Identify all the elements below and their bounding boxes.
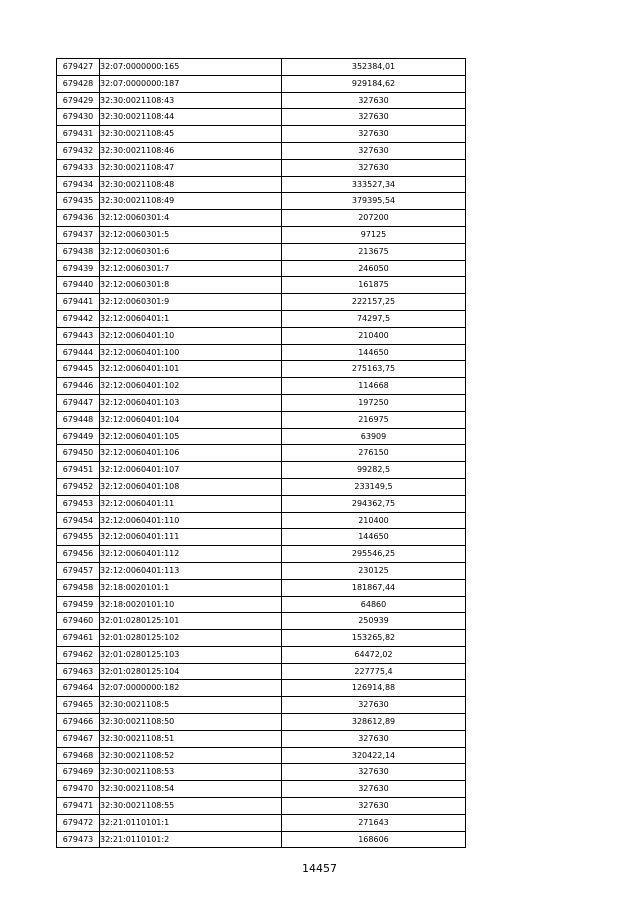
row-id-cell: 679460: [57, 613, 100, 630]
value-cell: 168606: [282, 831, 466, 848]
row-id-cell: 679432: [57, 142, 100, 159]
value-cell: 63909: [282, 428, 466, 445]
table-row: [57, 159, 466, 176]
cadastral-number-cell: 32:12:0060401:108: [100, 478, 282, 495]
value-cell: 295546,25: [282, 546, 466, 563]
table-row: [57, 579, 466, 596]
table-row: [57, 613, 466, 630]
cadastral-number-cell: 32:30:0021108:43: [100, 92, 282, 109]
cadastral-number-cell: 32:30:0021108:48: [100, 176, 282, 193]
row-id-cell: 679458: [57, 579, 100, 596]
row-id-cell: 679429: [57, 92, 100, 109]
table-row: [57, 126, 466, 143]
value-cell: 222157,25: [282, 294, 466, 311]
row-id-cell: 679427: [57, 59, 100, 76]
table-row: [57, 831, 466, 848]
cadastral-number-cell: 32:07:0000000:182: [100, 680, 282, 697]
table-row: [57, 764, 466, 781]
cadastral-number-cell: 32:12:0060401:1: [100, 310, 282, 327]
value-cell: 328612,89: [282, 714, 466, 731]
value-cell: 327630: [282, 126, 466, 143]
value-cell: 144650: [282, 529, 466, 546]
cadastral-number-cell: 32:12:0060401:104: [100, 411, 282, 428]
row-id-cell: 679448: [57, 411, 100, 428]
table-row: [57, 92, 466, 109]
row-id-cell: 679455: [57, 529, 100, 546]
cadastral-number-cell: 32:12:0060401:106: [100, 445, 282, 462]
table-row: [57, 814, 466, 831]
value-cell: 327630: [282, 730, 466, 747]
table-row: [57, 109, 466, 126]
table-row: [57, 646, 466, 663]
table-row: [57, 630, 466, 647]
row-id-cell: 679440: [57, 277, 100, 294]
table-row: [57, 378, 466, 395]
row-id-cell: 679473: [57, 831, 100, 848]
value-cell: 246050: [282, 260, 466, 277]
value-cell: 276150: [282, 445, 466, 462]
row-id-cell: 679442: [57, 310, 100, 327]
cadastral-number-cell: 32:12:0060301:4: [100, 210, 282, 227]
row-id-cell: 679462: [57, 646, 100, 663]
value-cell: 929184,62: [282, 75, 466, 92]
cadastral-number-cell: 32:12:0060401:103: [100, 394, 282, 411]
table-row: [57, 277, 466, 294]
value-cell: 320422,14: [282, 747, 466, 764]
table-row: [57, 310, 466, 327]
row-id-cell: 679466: [57, 714, 100, 731]
cadastral-number-cell: 32:30:0021108:5: [100, 697, 282, 714]
row-id-cell: 679472: [57, 814, 100, 831]
row-id-cell: 679451: [57, 462, 100, 479]
row-id-cell: 679449: [57, 428, 100, 445]
row-id-cell: 679463: [57, 663, 100, 680]
value-cell: 207200: [282, 210, 466, 227]
value-cell: 181867,44: [282, 579, 466, 596]
row-id-cell: 679446: [57, 378, 100, 395]
table-row: [57, 193, 466, 210]
table-row: [57, 697, 466, 714]
table-row: [57, 781, 466, 798]
row-id-cell: 679467: [57, 730, 100, 747]
row-id-cell: 679468: [57, 747, 100, 764]
table-row: [57, 747, 466, 764]
table-row: [57, 596, 466, 613]
cadastral-number-cell: 32:12:0060401:110: [100, 512, 282, 529]
cadastral-number-cell: 32:30:0021108:51: [100, 730, 282, 747]
row-id-cell: 679428: [57, 75, 100, 92]
row-id-cell: 679469: [57, 764, 100, 781]
table-row: [57, 344, 466, 361]
cadastral-number-cell: 32:12:0060401:101: [100, 361, 282, 378]
table-row: [57, 176, 466, 193]
table-row: [57, 260, 466, 277]
cadastral-number-cell: 32:12:0060301:6: [100, 243, 282, 260]
row-id-cell: 679471: [57, 798, 100, 815]
row-id-cell: 679437: [57, 226, 100, 243]
cadastral-number-cell: 32:12:0060401:107: [100, 462, 282, 479]
table-row: [57, 394, 466, 411]
value-cell: 327630: [282, 142, 466, 159]
value-cell: 213675: [282, 243, 466, 260]
row-id-cell: 679441: [57, 294, 100, 311]
cadastral-number-cell: 32:12:0060401:102: [100, 378, 282, 395]
value-cell: 327630: [282, 798, 466, 815]
cadastral-number-cell: 32:30:0021108:47: [100, 159, 282, 176]
row-id-cell: 679450: [57, 445, 100, 462]
table-row: [57, 75, 466, 92]
cadastral-number-cell: 32:12:0060401:113: [100, 562, 282, 579]
value-cell: 216975: [282, 411, 466, 428]
value-cell: 327630: [282, 92, 466, 109]
value-cell: 161875: [282, 277, 466, 294]
table-row: [57, 680, 466, 697]
value-cell: 230125: [282, 562, 466, 579]
row-id-cell: 679431: [57, 126, 100, 143]
row-id-cell: 679457: [57, 562, 100, 579]
value-cell: 333527,34: [282, 176, 466, 193]
row-id-cell: 679454: [57, 512, 100, 529]
table-row: [57, 59, 466, 76]
value-cell: 327630: [282, 764, 466, 781]
table-row: [57, 294, 466, 311]
row-id-cell: 679430: [57, 109, 100, 126]
table-row: [57, 226, 466, 243]
row-id-cell: 679459: [57, 596, 100, 613]
table-row: [57, 730, 466, 747]
value-cell: 210400: [282, 327, 466, 344]
value-cell: 64860: [282, 596, 466, 613]
row-id-cell: 679444: [57, 344, 100, 361]
row-id-cell: 679433: [57, 159, 100, 176]
value-cell: 327630: [282, 109, 466, 126]
value-cell: 97125: [282, 226, 466, 243]
row-id-cell: 679439: [57, 260, 100, 277]
table-row: [57, 361, 466, 378]
table-row: [57, 714, 466, 731]
row-id-cell: 679438: [57, 243, 100, 260]
cadastral-number-cell: 32:30:0021108:46: [100, 142, 282, 159]
value-cell: 144650: [282, 344, 466, 361]
cadastral-number-cell: 32:12:0060401:100: [100, 344, 282, 361]
cadastral-number-cell: 32:12:0060401:10: [100, 327, 282, 344]
value-cell: 294362,75: [282, 495, 466, 512]
table-row: [57, 210, 466, 227]
value-cell: 271643: [282, 814, 466, 831]
cadastral-number-cell: 32:30:0021108:49: [100, 193, 282, 210]
cadastral-number-cell: 32:30:0021108:55: [100, 798, 282, 815]
value-cell: 275163,75: [282, 361, 466, 378]
cadastral-value-table: [56, 58, 466, 848]
table-row: [57, 512, 466, 529]
value-cell: 153265,82: [282, 630, 466, 647]
row-id-cell: 679443: [57, 327, 100, 344]
cadastral-number-cell: 32:12:0060401:11: [100, 495, 282, 512]
table-row: [57, 411, 466, 428]
table-row: [57, 495, 466, 512]
cadastral-number-cell: 32:12:0060401:111: [100, 529, 282, 546]
cadastral-number-cell: 32:18:0020101:10: [100, 596, 282, 613]
cadastral-number-cell: 32:01:0280125:102: [100, 630, 282, 647]
value-cell: 327630: [282, 697, 466, 714]
table-body: [57, 59, 466, 848]
cadastral-number-cell: 32:18:0020101:1: [100, 579, 282, 596]
value-cell: 126914,88: [282, 680, 466, 697]
row-id-cell: 679452: [57, 478, 100, 495]
table-row: [57, 445, 466, 462]
cadastral-number-cell: 32:30:0021108:54: [100, 781, 282, 798]
value-cell: 197250: [282, 394, 466, 411]
value-cell: 114668: [282, 378, 466, 395]
cadastral-number-cell: 32:30:0021108:52: [100, 747, 282, 764]
cadastral-number-cell: 32:12:0060301:8: [100, 277, 282, 294]
table-row: [57, 798, 466, 815]
value-cell: 327630: [282, 781, 466, 798]
table-row: [57, 428, 466, 445]
cadastral-number-cell: 32:07:0000000:187: [100, 75, 282, 92]
row-id-cell: 679447: [57, 394, 100, 411]
row-id-cell: 679434: [57, 176, 100, 193]
value-cell: 74297,5: [282, 310, 466, 327]
value-cell: 99282,5: [282, 462, 466, 479]
table-row: [57, 562, 466, 579]
cadastral-number-cell: 32:01:0280125:104: [100, 663, 282, 680]
table-row: [57, 663, 466, 680]
cadastral-number-cell: 32:12:0060401:112: [100, 546, 282, 563]
row-id-cell: 679464: [57, 680, 100, 697]
cadastral-number-cell: 32:30:0021108:50: [100, 714, 282, 731]
row-id-cell: 679470: [57, 781, 100, 798]
value-cell: 210400: [282, 512, 466, 529]
cadastral-number-cell: 32:12:0060301:9: [100, 294, 282, 311]
cadastral-number-cell: 32:21:0110101:1: [100, 814, 282, 831]
table-row: [57, 243, 466, 260]
cadastral-number-cell: 32:12:0060401:105: [100, 428, 282, 445]
cadastral-number-cell: 32:07:0000000:165: [100, 59, 282, 76]
cadastral-number-cell: 32:21:0110101:2: [100, 831, 282, 848]
row-id-cell: 679461: [57, 630, 100, 647]
row-id-cell: 679465: [57, 697, 100, 714]
cadastral-number-cell: 32:12:0060301:7: [100, 260, 282, 277]
page-number: 14457: [302, 862, 337, 875]
row-id-cell: 679435: [57, 193, 100, 210]
cadastral-number-cell: 32:30:0021108:45: [100, 126, 282, 143]
table-row: [57, 462, 466, 479]
cadastral-number-cell: 32:30:0021108:53: [100, 764, 282, 781]
row-id-cell: 679453: [57, 495, 100, 512]
value-cell: 227775,4: [282, 663, 466, 680]
value-cell: 327630: [282, 159, 466, 176]
row-id-cell: 679445: [57, 361, 100, 378]
row-id-cell: 679456: [57, 546, 100, 563]
cadastral-number-cell: 32:12:0060301:5: [100, 226, 282, 243]
row-id-cell: 679436: [57, 210, 100, 227]
table-row: [57, 327, 466, 344]
cadastral-number-cell: 32:30:0021108:44: [100, 109, 282, 126]
table-row: [57, 478, 466, 495]
value-cell: 64472,02: [282, 646, 466, 663]
cadastral-number-cell: 32:01:0280125:103: [100, 646, 282, 663]
table-row: [57, 529, 466, 546]
cadastral-number-cell: 32:01:0280125:101: [100, 613, 282, 630]
table-row: [57, 546, 466, 563]
value-cell: 250939: [282, 613, 466, 630]
table-row: [57, 142, 466, 159]
value-cell: 379395,54: [282, 193, 466, 210]
value-cell: 233149,5: [282, 478, 466, 495]
value-cell: 352384,01: [282, 59, 466, 76]
